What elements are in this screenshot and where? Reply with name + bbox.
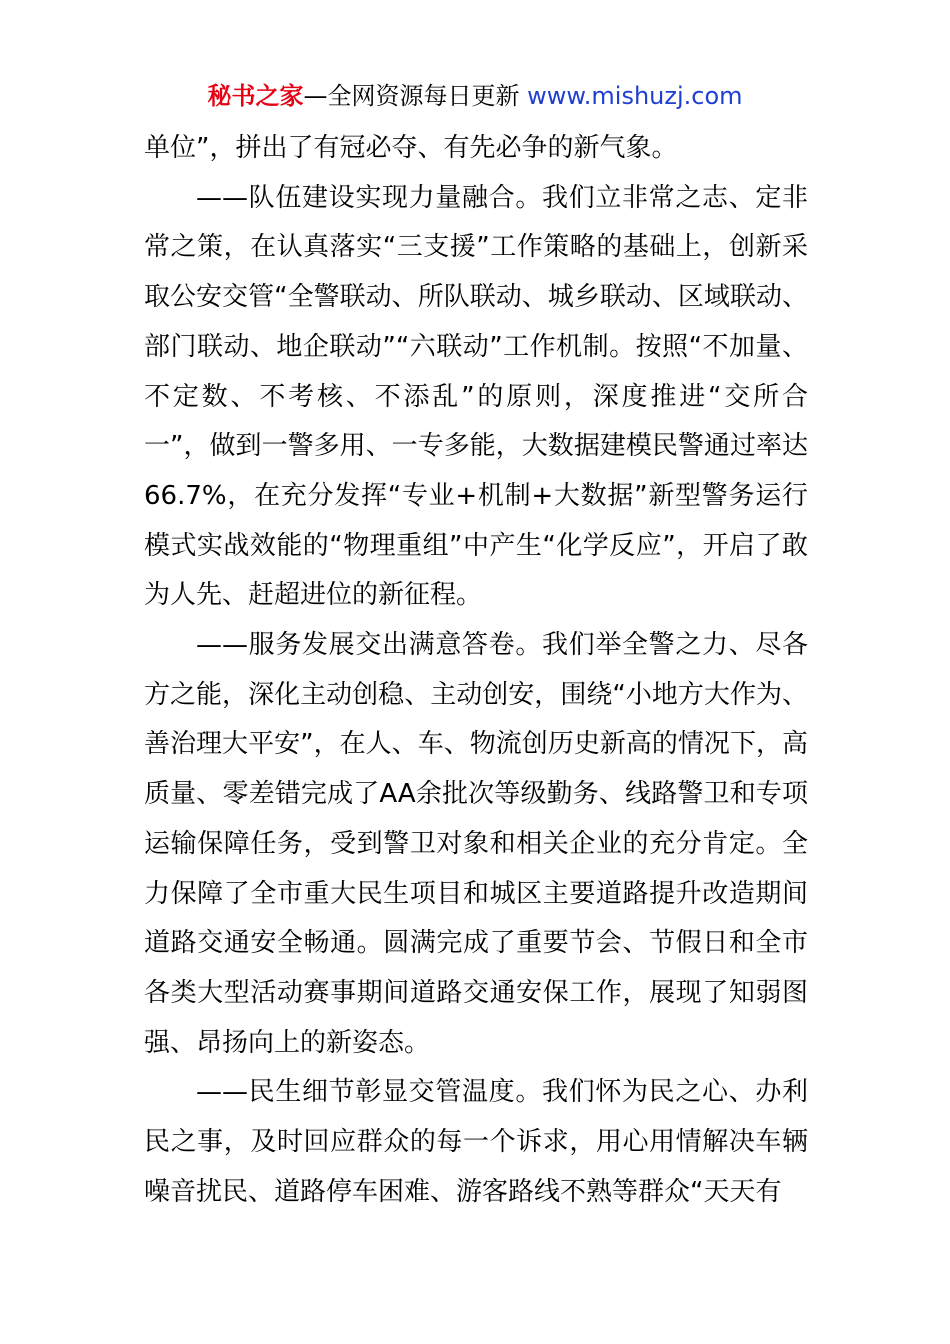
header-tagline: —全网资源每日更新	[303, 82, 528, 110]
paragraph-livelihood-details: ——民生细节彰显交管温度。我们怀为民之心、办利民之事，及时回应群众的每一个诉求，用心用情解决车辆噪音扰民、道路停车困难、游客路线不熟等群众“天天有	[144, 1077, 808, 1207]
paragraph-continuation: 单位”，拼出了有冠必夺、有先必争的新气象。	[144, 133, 678, 163]
page-header	[0, 80, 950, 112]
paragraph-service-development: ——服务发展交出满意答卷。我们举全警之力、尽各方之能，深化主动创稳、主动创安，围绕“小地方大作为、善治理大平安”，在人、车、物流创历史新高的情况下，高质量、零差错完成了AA余批次等级勤务、线路警卫和专项运输保障任务，受到警卫对象和相关企业的充分肯定。全力保障了全市重大民生项目和城区主要道路提升改造期间道路交通安全畅通。圆满完成了重要节会、节假日和全市各类大型活动赛事期间道路交通安保工作，展现了知弱图强、昂扬向上的新姿态。	[144, 630, 808, 1058]
paragraph-team-building: ——队伍建设实现力量融合。我们立非常之志、定非常之策，在认真落实“三支援”工作策略的基础上，创新采取公安交管“全警联动、所队联动、城乡联动、区域联动、部门联动、地企联动”“六联动”工作机制。按照“不加量、不定数、不考核、不添乱”的原则，深度推进“交所合一”，做到一警多用、一专多能，大数据建模民警通过率达66.7%，在充分发挥“专业+机制+大数据”新型警务运行模式实战效能的“物理重组”中产生“化学反应”，开启了敢为人先、赶超进位的新征程。	[144, 182, 808, 611]
brand-name: 秘书之家	[207, 82, 304, 110]
document-body	[144, 124, 808, 1217]
site-url-link[interactable]: www.mishuzj.com	[527, 82, 743, 110]
